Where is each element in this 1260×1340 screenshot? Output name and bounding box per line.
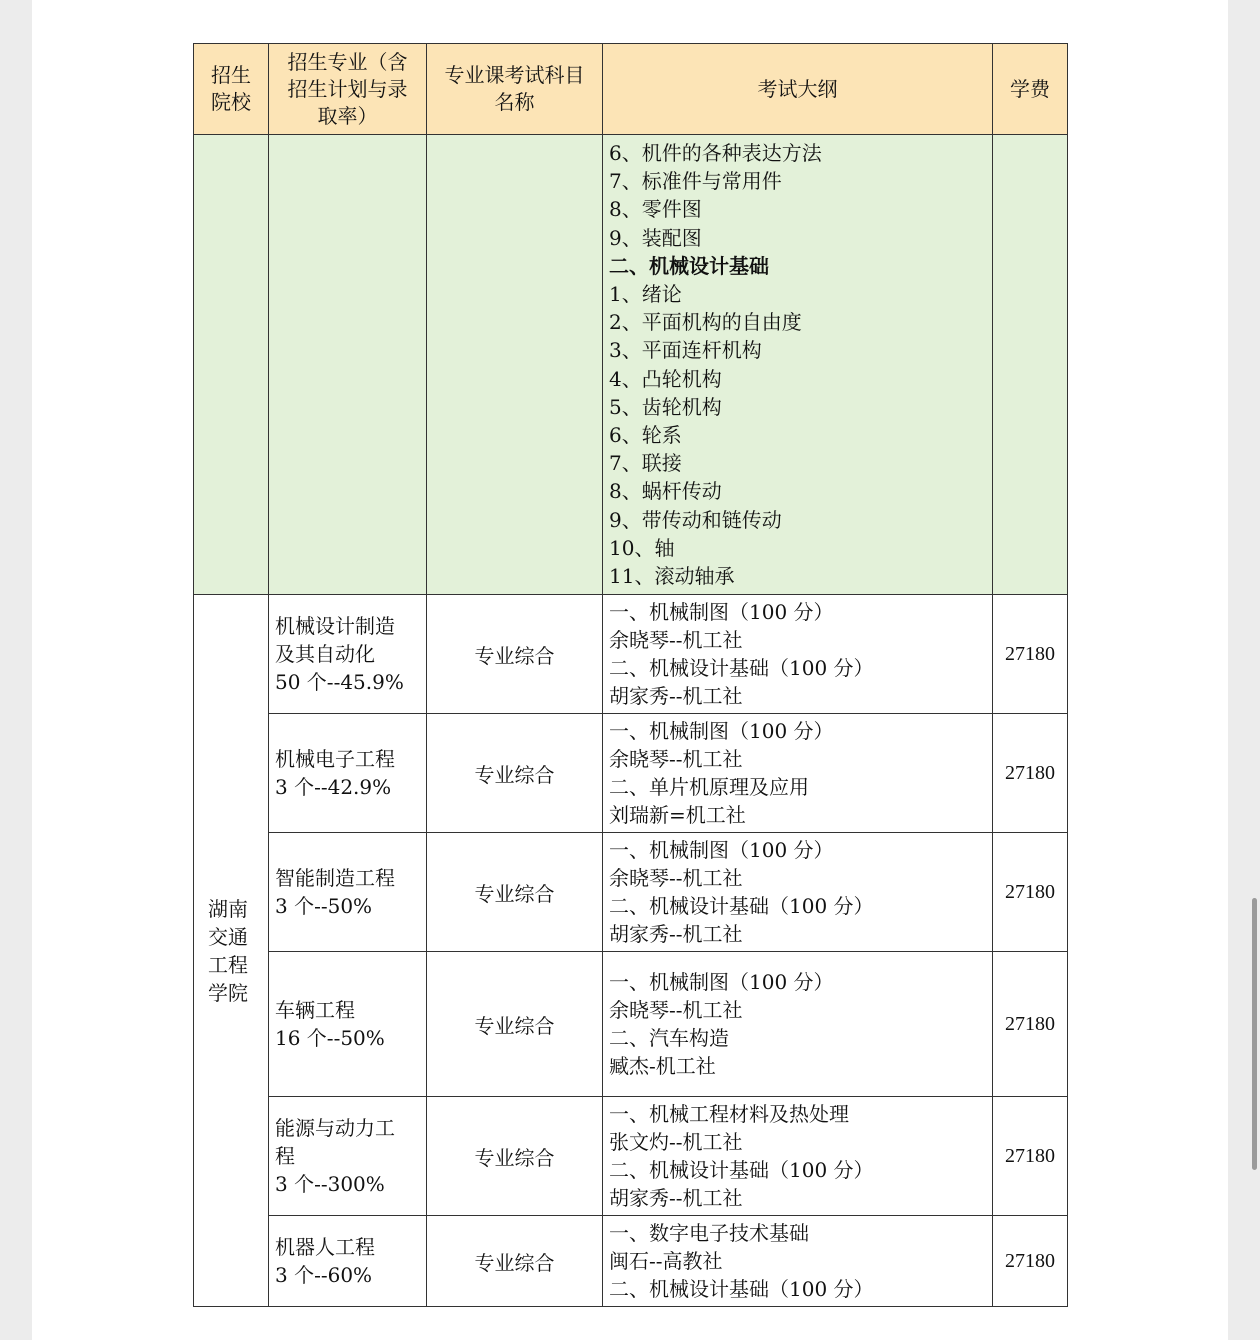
outline-line: 10、轴 (609, 535, 675, 560)
outline-line: 余晓琴--机工社 (609, 998, 743, 1023)
fee-cell: 27180 (993, 952, 1068, 1097)
outline-cell (603, 833, 993, 952)
outline-line: 二、汽车构造 (609, 1026, 729, 1051)
outline-line: 一、机械制图（100 分） (609, 969, 834, 994)
outline-line: 一、机械制图（100 分） (609, 718, 834, 743)
outline-line: 闽石--高教社 (609, 1249, 723, 1274)
subject-cell: 专业综合 (427, 833, 603, 952)
outline-line: 二、机械设计基础（100 分） (609, 1158, 874, 1183)
header-fee: 学费 (993, 44, 1068, 135)
outline-line: 一、机械制图（100 分） (609, 599, 834, 624)
outline-line: 6、机件的各种表达方法 (609, 141, 822, 165)
major-line: 3 个--60% (275, 1263, 373, 1288)
major-line: 3 个--42.9% (275, 775, 392, 800)
outline-line: 臧杰-机工社 (609, 1054, 716, 1079)
major-line: 机械设计制造 (275, 614, 395, 639)
outline-line: 张文灼--机工社 (609, 1130, 743, 1155)
table-row (194, 833, 1068, 952)
outline-line: 8、蜗杆传动 (609, 479, 722, 504)
outline-line: 7、标准件与常用件 (609, 169, 782, 194)
fee-cell: 27180 (993, 595, 1068, 714)
outline-line: 5、齿轮机构 (609, 394, 722, 419)
outline-line: 胡家秀--机工社 (609, 1186, 743, 1211)
major-line: 及其自动化 (275, 642, 375, 667)
major-line: 50 个--45.9% (275, 670, 404, 695)
outline-line: 余晓琴--机工社 (609, 628, 743, 653)
header-school: 招生院校 (194, 44, 269, 135)
admissions-table (193, 43, 1068, 1307)
continuation-outline-cell (603, 135, 993, 595)
outline-line: 二、机械设计基础 (609, 253, 769, 278)
table-row (194, 714, 1068, 833)
major-cell (269, 833, 427, 952)
major-cell (269, 1216, 427, 1307)
outline-line: 1、绪论 (609, 282, 682, 307)
fee-cell: 27180 (993, 1216, 1068, 1307)
major-line: 3 个--50% (275, 894, 373, 919)
continuation-school-cell (194, 135, 269, 595)
school-cell (194, 595, 269, 1307)
continuation-subject-cell (427, 135, 603, 595)
outline-line: 余晓琴--机工社 (609, 747, 743, 772)
major-line: 智能制造工程 (275, 866, 395, 891)
outline-line: 9、装配图 (609, 225, 702, 250)
subject-cell: 专业综合 (427, 595, 603, 714)
fee-cell: 27180 (993, 833, 1068, 952)
outline-cell (603, 952, 993, 1097)
outline-line: 余晓琴--机工社 (609, 866, 743, 891)
scrollbar-thumb[interactable] (1252, 898, 1257, 1170)
subject-cell: 专业综合 (427, 714, 603, 833)
outline-line: 一、机械工程材料及热处理 (609, 1101, 849, 1126)
outline-line: 6、轮系 (609, 423, 682, 448)
major-line: 机器人工程 (275, 1235, 375, 1260)
outline-cell (603, 1216, 993, 1307)
school-name: 湖南交通工程学院 (208, 896, 248, 1005)
outline-line: 一、数字电子技术基础 (609, 1220, 809, 1245)
fee-cell: 27180 (993, 1097, 1068, 1216)
outline-line: 二、机械设计基础（100 分） (609, 1277, 874, 1302)
header-major: 招生专业（含招生计划与录取率） (269, 44, 427, 135)
table-row (194, 1097, 1068, 1216)
major-cell (269, 952, 427, 1097)
major-line: 能源与动力工 (275, 1116, 395, 1141)
continuation-fee-cell (993, 135, 1068, 595)
fee-cell: 27180 (993, 714, 1068, 833)
outline-cell (603, 1097, 993, 1216)
header-subject: 专业课考试科目名称 (427, 44, 603, 135)
outline-line: 二、机械设计基础（100 分） (609, 656, 874, 681)
outline-line: 7、联接 (609, 451, 682, 476)
table-row (194, 952, 1068, 1097)
subject-cell: 专业综合 (427, 1097, 603, 1216)
outline-line: 4、凸轮机构 (609, 366, 722, 391)
header-row (194, 44, 1068, 135)
subject-cell: 专业综合 (427, 952, 603, 1097)
header-outline: 考试大纲 (603, 44, 993, 135)
outline-line: 2、平面机构的自由度 (609, 310, 802, 335)
outline-line: 胡家秀--机工社 (609, 922, 743, 947)
outline-line: 3、平面连杆机构 (609, 338, 762, 363)
major-line: 16 个--50% (275, 1026, 385, 1051)
outline-cell (603, 714, 993, 833)
continuation-row (194, 135, 1068, 595)
table-row (194, 1216, 1068, 1307)
subject-cell: 专业综合 (427, 1216, 603, 1307)
outline-line: 二、单片机原理及应用 (609, 775, 809, 800)
major-cell (269, 595, 427, 714)
major-cell (269, 1097, 427, 1216)
major-line: 车辆工程 (275, 998, 355, 1023)
major-line: 机械电子工程 (275, 747, 395, 772)
outline-line: 9、带传动和链传动 (609, 507, 782, 532)
outline-line: 二、机械设计基础（100 分） (609, 894, 874, 919)
outline-line: 一、机械制图（100 分） (609, 837, 834, 862)
outline-cell (603, 595, 993, 714)
outline-line: 8、零件图 (609, 197, 702, 222)
continuation-major-cell (269, 135, 427, 595)
outline-line: 胡家秀--机工社 (609, 684, 743, 709)
major-line: 程 (275, 1144, 295, 1169)
outline-line: 11、滚动轴承 (609, 564, 735, 589)
major-line: 3 个--300% (275, 1172, 385, 1197)
outline-line: 刘瑞新=机工社 (609, 803, 746, 828)
major-cell (269, 714, 427, 833)
table-row (194, 595, 1068, 714)
